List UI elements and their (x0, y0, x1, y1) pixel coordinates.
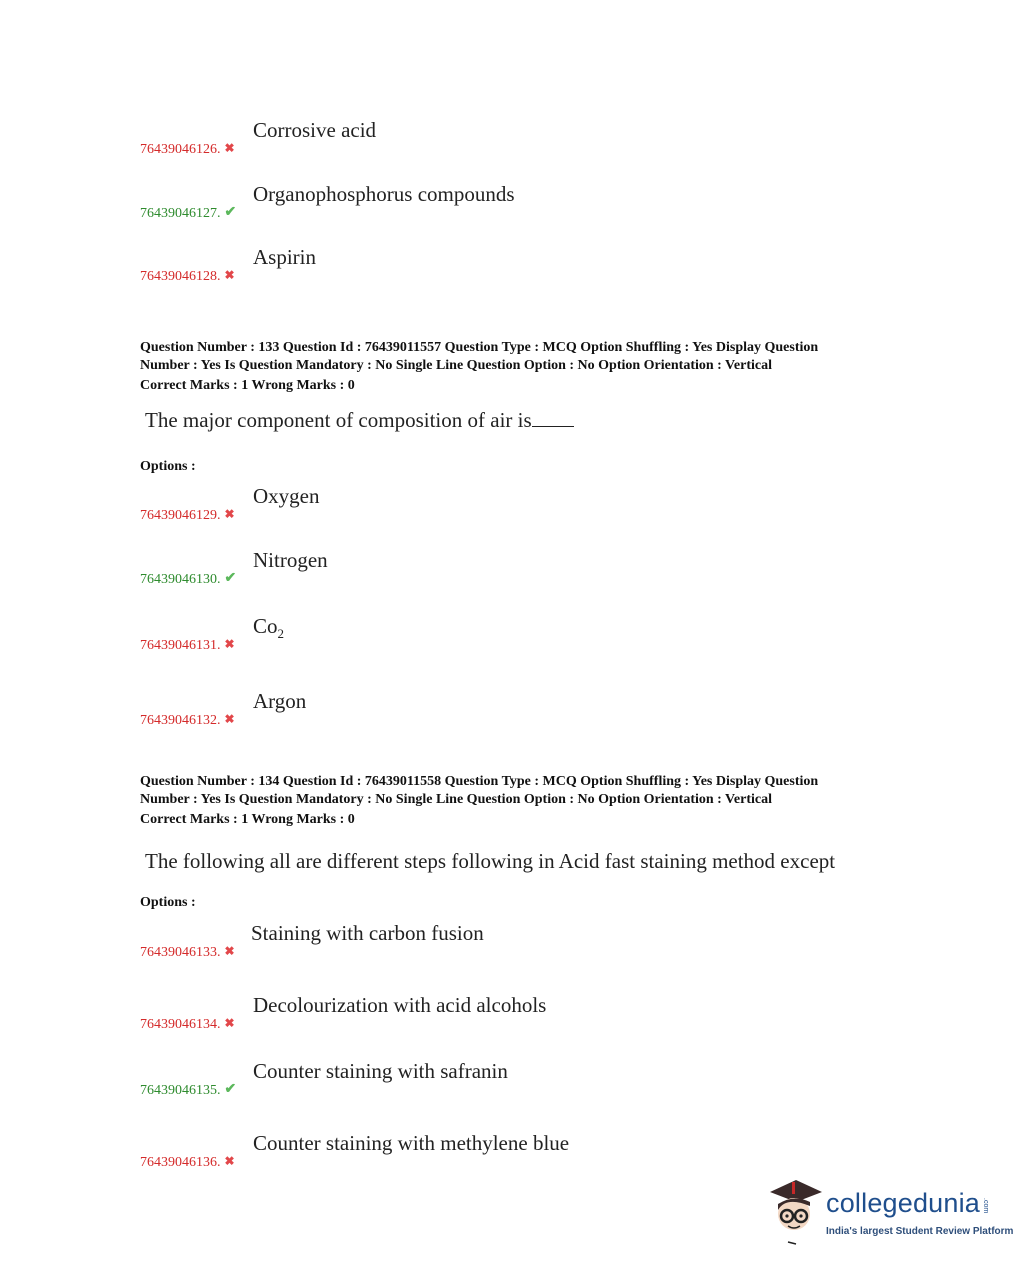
option-text: Counter staining with safranin (253, 1059, 508, 1083)
wrong-cross-icon: ✖ (224, 268, 235, 282)
option-text: $Co_2$ (253, 614, 285, 642)
option-id: 76439046134. ✖ (140, 1016, 235, 1032)
option-text: Aspirin (253, 245, 316, 269)
wrong-cross-icon: ✖ (224, 712, 235, 726)
option-text: Oxygen (253, 484, 320, 508)
collegedunia-logo (766, 1176, 1014, 1246)
correct-check-icon: ✔ (224, 205, 237, 220)
wrong-cross-icon: ✖ (224, 1016, 235, 1030)
correct-check-icon: ✔ (224, 1082, 237, 1097)
option-id: 76439046133. ✖ (140, 944, 235, 960)
option-text: Argon (253, 689, 307, 713)
option-id: 76439046129. ✖ (140, 507, 235, 523)
option-row (140, 484, 900, 524)
option-row (140, 245, 900, 285)
logo-wordmark: collegedunia (826, 1188, 981, 1218)
option-id: 76439046127. ✔ (140, 205, 237, 221)
option-text: Nitrogen (253, 548, 328, 572)
option-row (140, 921, 900, 961)
option-id: 76439046132. ✖ (140, 712, 235, 728)
option-text: Decolourization with acid alcohols (253, 993, 547, 1017)
question-134-meta: Question Number : 134 Question Id : 76439011558 Question Type : MCQ Option Shuffling : Yes Display Question Number : Yes Is Question Mandatory : No Single Line Question Option : No Option Orientation : Vertical Correct Marks : 1 Wrong Marks : 0 (140, 774, 819, 827)
option-id: 76439046136. ✖ (140, 1154, 235, 1170)
logo-domain: .com (982, 1198, 989, 1214)
option-id: 76439046131. ✖ (140, 637, 235, 653)
option-id: 76439046135. ✔ (140, 1082, 237, 1098)
option-id: 76439046126. ✖ (140, 141, 235, 157)
options-label: Options : (140, 459, 196, 474)
wrong-cross-icon: ✖ (224, 141, 235, 155)
student-mascot-icon (766, 1176, 826, 1246)
option-id: 76439046128. ✖ (140, 268, 235, 284)
option-row (140, 548, 900, 588)
option-row (140, 689, 900, 729)
wrong-cross-icon: ✖ (224, 944, 235, 958)
option-row (140, 118, 900, 158)
wrong-cross-icon: ✖ (224, 507, 235, 521)
option-text: Corrosive acid (253, 118, 377, 142)
wrong-cross-icon: ✖ (224, 1154, 235, 1168)
option-row (140, 1059, 900, 1099)
option-row (140, 614, 900, 654)
answer-blank (532, 408, 574, 427)
option-row (140, 182, 900, 222)
option-id: 76439046130. ✔ (140, 571, 237, 587)
question-133-text: The major component of composition of air is (145, 407, 905, 433)
option-row (140, 993, 900, 1033)
wrong-cross-icon: ✖ (224, 637, 235, 651)
option-row (140, 1131, 900, 1171)
question-134-text: The following all are different steps following in Acid fast staining method except (145, 849, 836, 873)
logo-tagline: India's largest Student Review Platform (826, 1226, 1014, 1237)
option-text: Organophosphorus compounds (253, 182, 515, 206)
correct-check-icon: ✔ (224, 571, 237, 586)
options-label: Options : (140, 895, 196, 910)
option-text: Staining with carbon fusion (251, 921, 484, 945)
question-133-meta: Question Number : 133 Question Id : 76439011557 Question Type : MCQ Option Shuffling : Yes Display Question Number : Yes Is Question Mandatory : No Single Line Question Option : No Option Orientation : Vertical Correct Marks : 1 Wrong Marks : 0 (140, 340, 819, 393)
option-text: Counter staining with methylene blue (253, 1131, 570, 1155)
